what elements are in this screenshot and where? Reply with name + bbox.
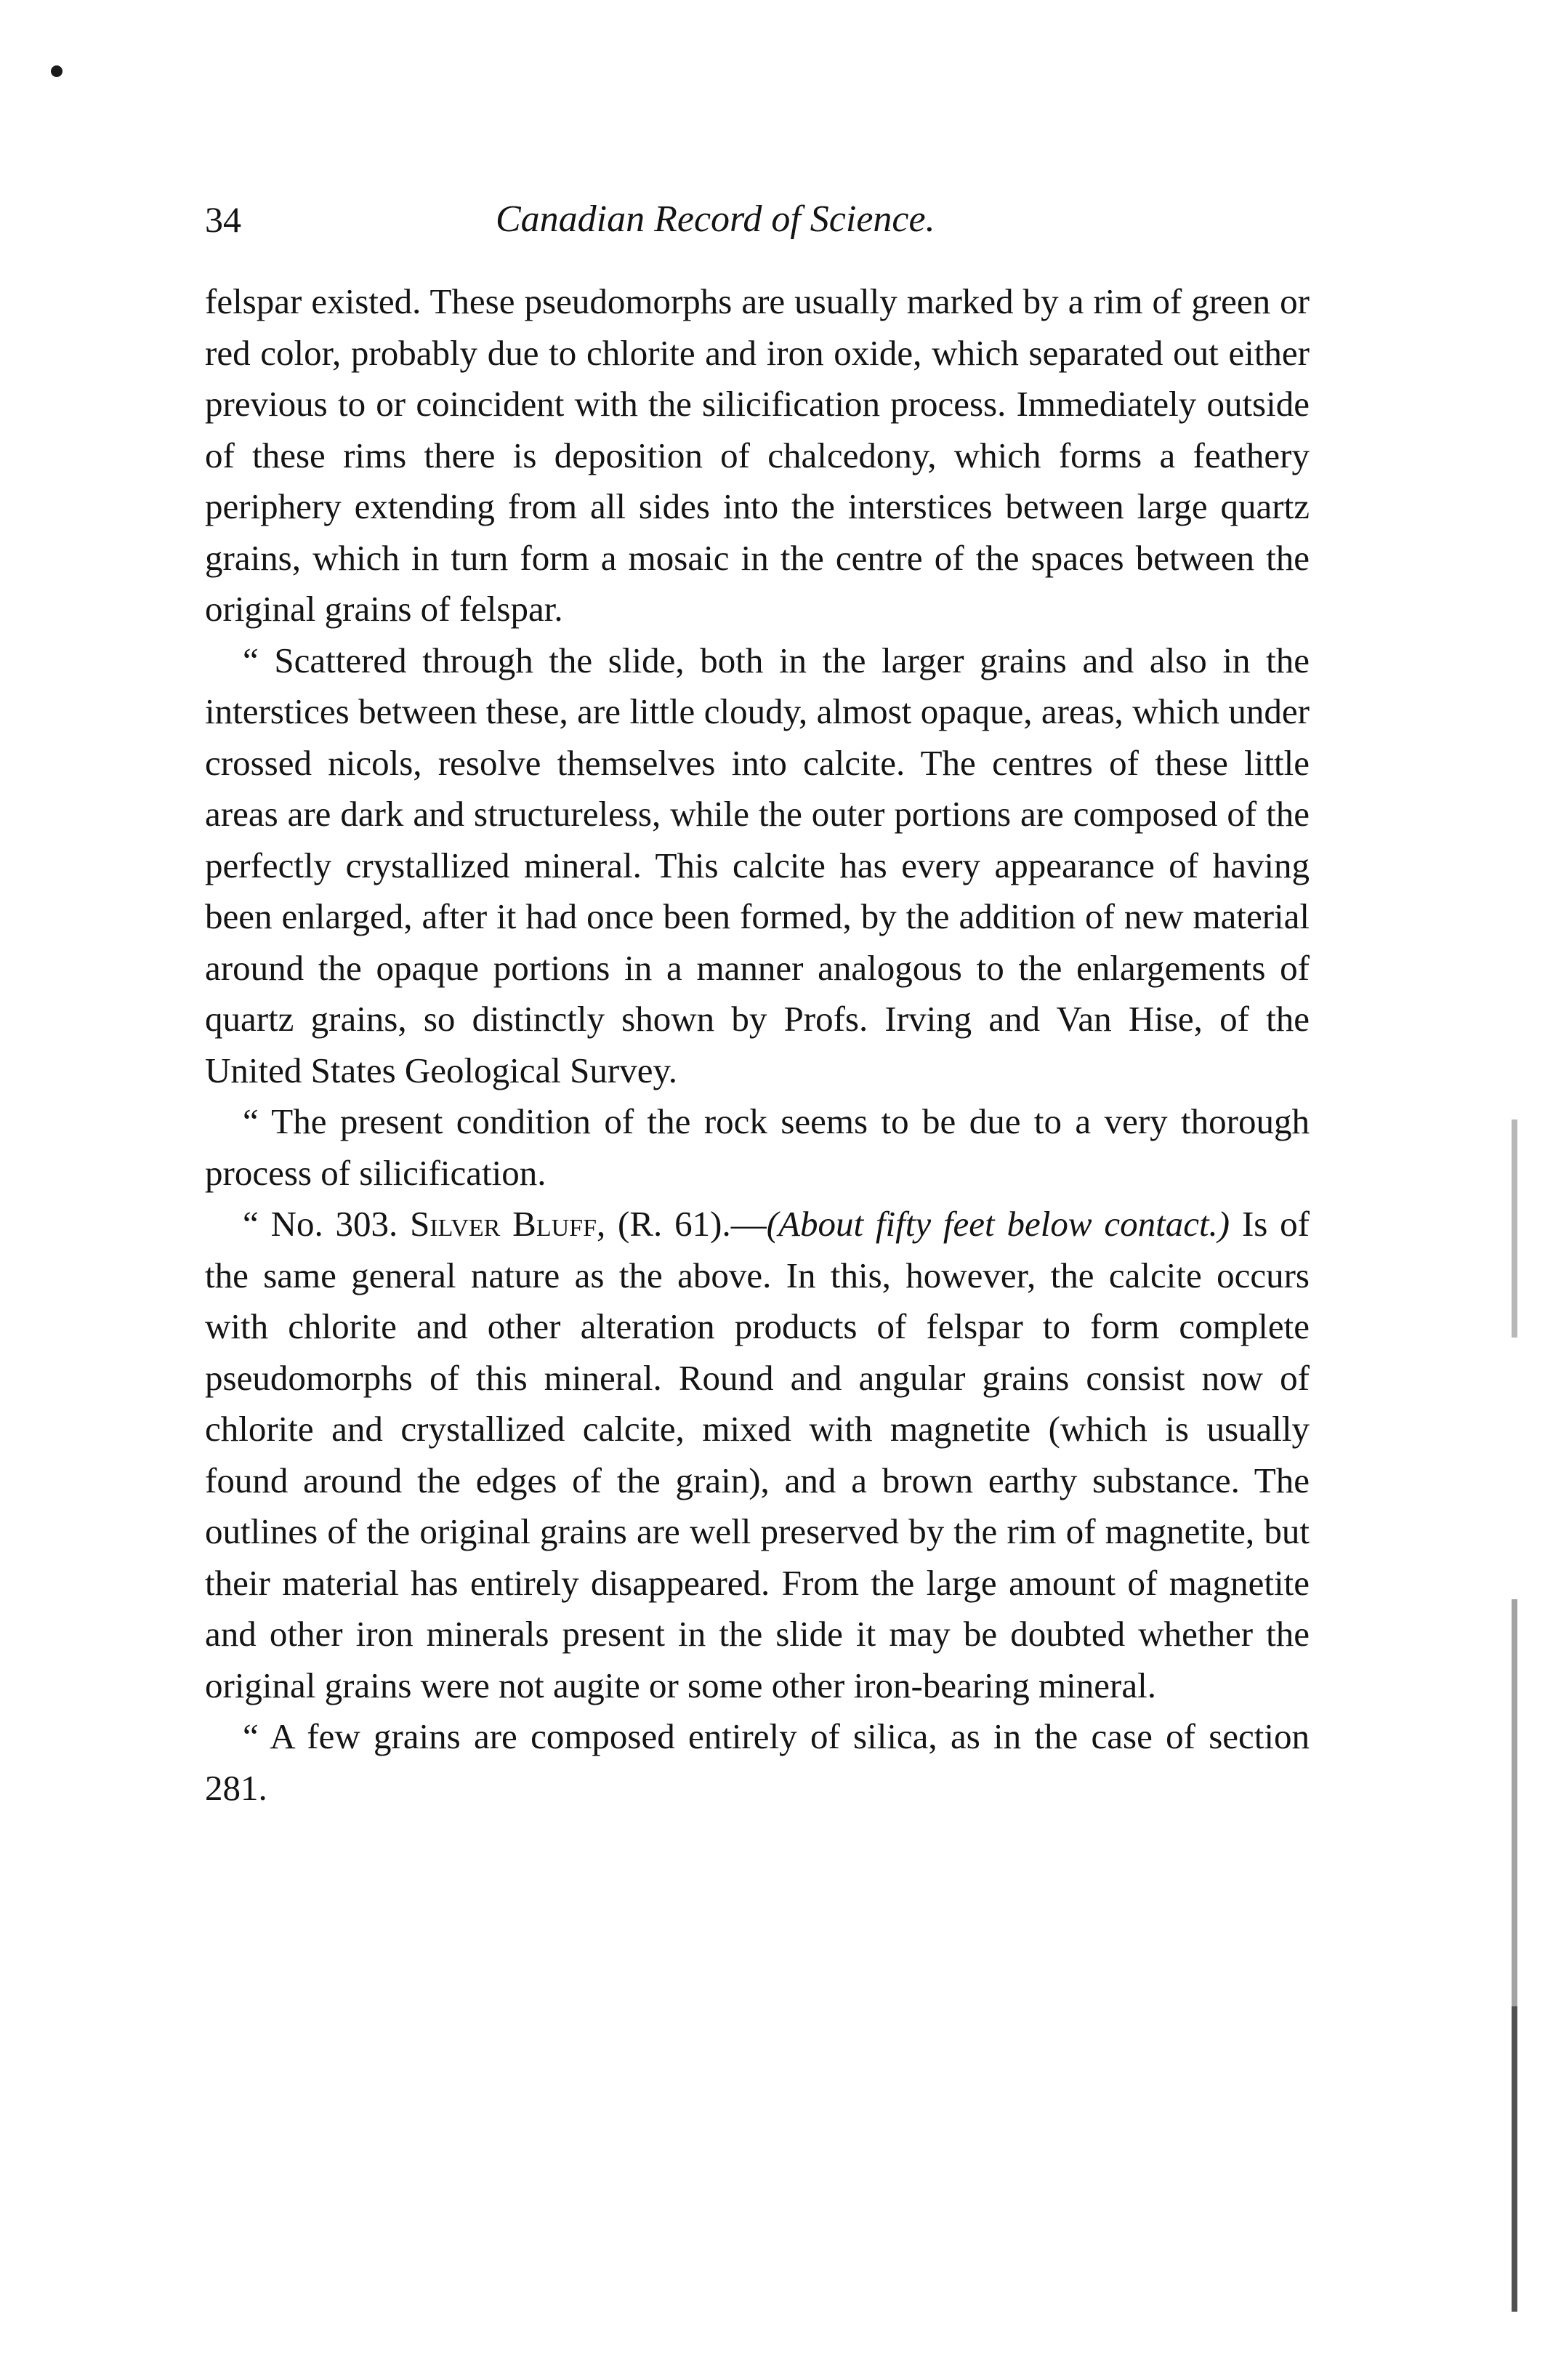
binding-edge-mark <box>1512 1119 1517 1338</box>
ink-dot <box>51 65 62 77</box>
page-header <box>205 190 1310 249</box>
paragraph-1 <box>205 276 1310 635</box>
page-number: 34 <box>205 199 241 240</box>
paragraph-4 <box>205 1199 1310 1711</box>
paragraph-2 <box>205 635 1310 1097</box>
binding-edge-mark <box>1512 2006 1517 2312</box>
paragraph-2-text: “ Scattered through the slide, both in the larger grains and also in the interstices between these, are little cloudy, almost opaque, areas, which under crossed nicols, resolve themselves into calcite. The centres of these little areas are dark and structureless, while the outer portions are composed of the perfectly crystallized mineral. This calcite has every appearance of having been enlarged, after it had once been formed, by the addition of new material around the opaque portions in a manner analogous to the enlargements of quartz grains, so distinctly shown by Profs. Irving and Van Hise, of the United States Geological Survey. <box>205 640 1310 1090</box>
body-text <box>205 276 1310 1814</box>
paragraph-3-text: “ The present condition of the rock seems to be due to a very thorough process of silicification. <box>205 1101 1310 1193</box>
position-note: (About fifty feet below contact.) <box>766 1204 1230 1244</box>
running-title: Canadian Record of Science. <box>496 198 935 240</box>
paragraph-5-text: “ A few grains are composed entirely of silica, as in the case of section 281. <box>205 1716 1310 1808</box>
paragraph-3 <box>205 1096 1310 1199</box>
paragraph-5 <box>205 1711 1310 1814</box>
sample-number: “ No. 303. <box>243 1204 411 1244</box>
reference: , (R. 61).— <box>596 1204 767 1244</box>
paragraph-4-text: Is of the same general nature as the above. In this, however, the calcite occurs with chlorite and other alteration products of felspar to form complete pseudomorphs of this mineral. Round and angular grains consist now of chlorite and crystallized calcite, mixed with magnetite (which is usually found around the edges of the grain), and a brown earthy substance. The outlines of the original grains are well preserved by the rim of magnetite, but their material has entirely disappeared. From the large amount of magnetite and other iron minerals present in the slide it may be doubted whether the original grains were not augite or some other iron-bearing mineral. <box>205 1204 1310 1705</box>
locality-name: Silver Bluff <box>410 1204 597 1244</box>
paragraph-1-text: felspar existed. These pseudomorphs are usually marked by a rim of green or red color, probably due to chlorite and iron oxide, which separated out either previous to or coincident with the silicification process. Immediately outside of these rims there is deposition of chalcedony, which forms a feathery periphery extending from all sides into the interstices between large quartz grains, which in turn form a mosaic in the centre of the spaces between the original grains of felspar. <box>205 281 1310 629</box>
binding-edge-mark <box>1512 1599 1517 2006</box>
